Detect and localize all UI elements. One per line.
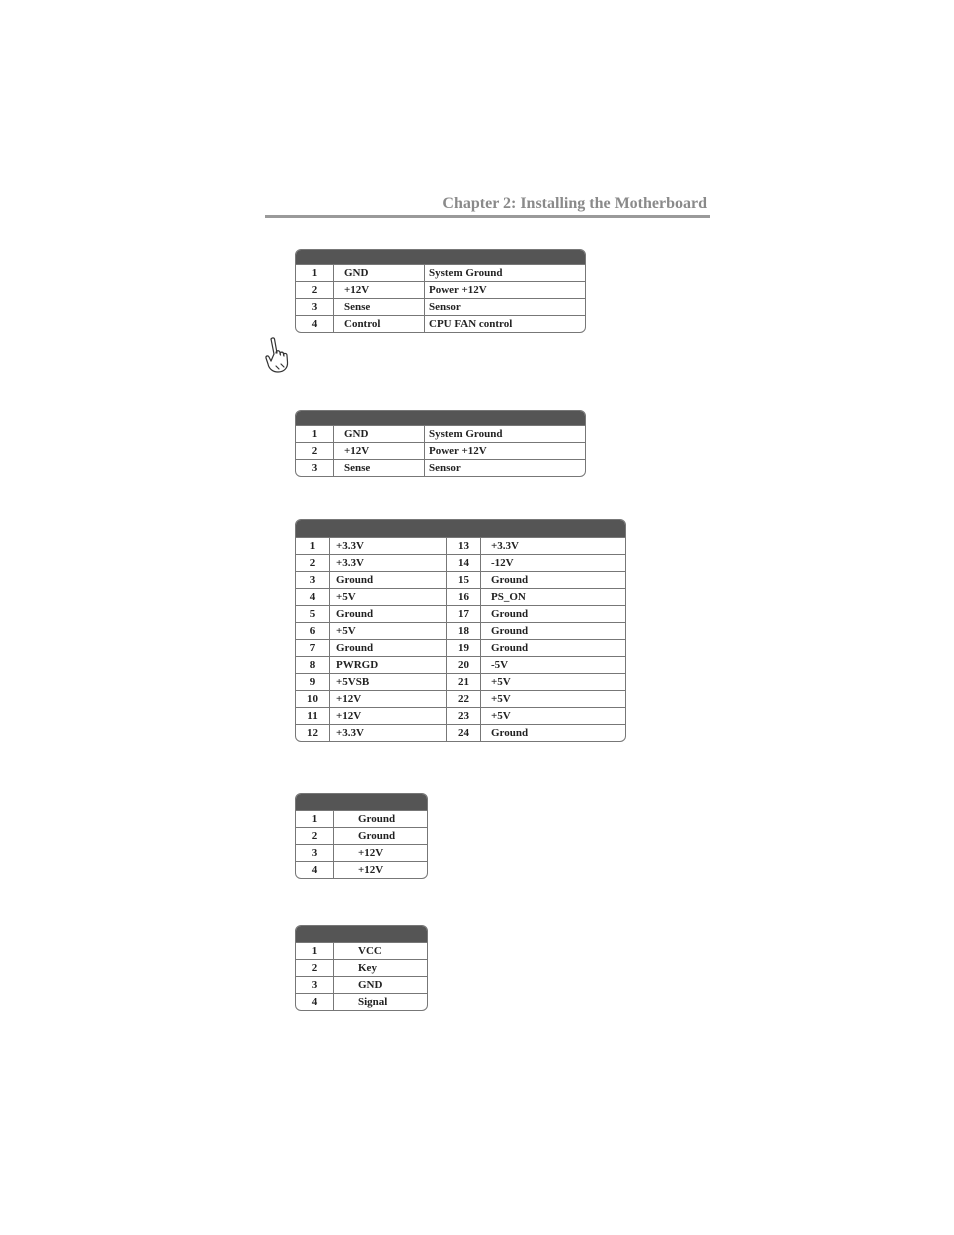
pin-number: 20 bbox=[447, 657, 481, 673]
pin-number: 4 bbox=[296, 862, 334, 878]
pin-signal: Signal bbox=[358, 996, 388, 1008]
pin-number: 6 bbox=[296, 623, 330, 639]
table-header-bar bbox=[296, 520, 625, 537]
pin-description: System Ground bbox=[429, 267, 503, 279]
table-header-bar bbox=[296, 250, 585, 264]
pin-signal: Control bbox=[334, 316, 425, 332]
pin-signal: Ground bbox=[491, 574, 529, 586]
pin-signal: +12V bbox=[334, 282, 425, 298]
pin-number: 11 bbox=[296, 708, 330, 724]
table-row bbox=[296, 959, 427, 976]
table-row bbox=[296, 673, 625, 690]
pin-number: 15 bbox=[447, 572, 481, 588]
table-row bbox=[296, 993, 427, 1010]
pin-signal: -12V bbox=[491, 557, 514, 569]
pin-number: 17 bbox=[447, 606, 481, 622]
pin-number: 22 bbox=[447, 691, 481, 707]
pin-number: 2 bbox=[296, 555, 330, 571]
pin-signal: GND bbox=[334, 426, 425, 442]
table-row bbox=[296, 264, 585, 281]
table-row bbox=[296, 554, 625, 571]
pin-number: 3 bbox=[296, 845, 334, 861]
cpu-fan-pin-table bbox=[295, 249, 586, 333]
pin-number: 3 bbox=[296, 572, 330, 588]
pin-number: 3 bbox=[296, 460, 334, 476]
table-row bbox=[296, 315, 585, 332]
pin-signal: Sense bbox=[334, 460, 425, 476]
pin-number: 5 bbox=[296, 606, 330, 622]
pin-signal: Ground bbox=[491, 625, 529, 637]
pin-signal: Sense bbox=[334, 299, 425, 315]
pin-signal: +3.3V bbox=[330, 555, 447, 571]
table-row bbox=[296, 690, 625, 707]
table-row bbox=[296, 622, 625, 639]
pin-signal: Ground bbox=[491, 608, 529, 620]
pin-signal: GND bbox=[358, 979, 383, 991]
pin-signal: +5V bbox=[491, 693, 511, 705]
pin-number: 14 bbox=[447, 555, 481, 571]
sys-fan-pin-table bbox=[295, 410, 586, 477]
table-row bbox=[296, 656, 625, 673]
pin-signal: +3.3V bbox=[330, 538, 447, 554]
pin-signal: VCC bbox=[358, 945, 382, 957]
table-row bbox=[296, 724, 625, 741]
pin-description: Power +12V bbox=[429, 284, 487, 296]
pin-description: System Ground bbox=[429, 428, 503, 440]
table-row bbox=[296, 588, 625, 605]
table-row bbox=[296, 605, 625, 622]
pin-number: 1 bbox=[296, 943, 334, 959]
table-header-bar bbox=[296, 794, 427, 810]
pin-number: 2 bbox=[296, 960, 334, 976]
pin-number: 1 bbox=[296, 265, 334, 281]
pin-signal: Ground bbox=[358, 830, 396, 842]
pin-number: 2 bbox=[296, 443, 334, 459]
pin-number: 7 bbox=[296, 640, 330, 656]
pin-signal: -5V bbox=[491, 659, 509, 671]
table-row bbox=[296, 844, 427, 861]
pin-signal: Key bbox=[358, 962, 377, 974]
pin-signal: +12V bbox=[330, 691, 447, 707]
table-row bbox=[296, 707, 625, 724]
pin-signal: +5V bbox=[491, 676, 511, 688]
pin-number: 4 bbox=[296, 994, 334, 1010]
pin-signal: PWRGD bbox=[330, 657, 447, 673]
pin-description: Sensor bbox=[429, 462, 461, 474]
pin-number: 4 bbox=[296, 589, 330, 605]
table-row bbox=[296, 459, 585, 476]
pin-signal: Ground bbox=[330, 640, 447, 656]
atx12v-pin-table bbox=[295, 793, 428, 879]
table-row bbox=[296, 942, 427, 959]
pin-signal: PS_ON bbox=[491, 591, 526, 603]
table-header-bar bbox=[296, 926, 427, 942]
pin-number: 19 bbox=[447, 640, 481, 656]
pin-signal: +5V bbox=[330, 623, 447, 639]
table-header-bar bbox=[296, 411, 585, 425]
pin-number: 8 bbox=[296, 657, 330, 673]
pin-number: 2 bbox=[296, 828, 334, 844]
pin-number: 3 bbox=[296, 299, 334, 315]
pointing-hand-icon bbox=[262, 336, 294, 376]
pin-signal: +5V bbox=[330, 589, 447, 605]
pin-signal: Ground bbox=[491, 642, 529, 654]
floppy-power-pin-table bbox=[295, 925, 428, 1011]
pin-number: 13 bbox=[447, 538, 481, 554]
pin-signal: Ground bbox=[330, 572, 447, 588]
pin-number: 16 bbox=[447, 589, 481, 605]
pin-number: 1 bbox=[296, 811, 334, 827]
table-row bbox=[296, 976, 427, 993]
pin-signal: +12V bbox=[358, 864, 384, 876]
pin-description: Sensor bbox=[429, 301, 461, 313]
table-row bbox=[296, 425, 585, 442]
chapter-rule bbox=[265, 215, 710, 218]
pin-number: 21 bbox=[447, 674, 481, 690]
atx-power-pin-table bbox=[295, 519, 626, 742]
table-row bbox=[296, 861, 427, 878]
pin-signal: GND bbox=[334, 265, 425, 281]
pin-signal: +12V bbox=[330, 708, 447, 724]
pin-number: 12 bbox=[296, 725, 330, 741]
pin-signal: +12V bbox=[358, 847, 384, 859]
pin-signal: Ground bbox=[330, 606, 447, 622]
table-row bbox=[296, 281, 585, 298]
pin-number: 9 bbox=[296, 674, 330, 690]
pin-signal: +5V bbox=[491, 710, 511, 722]
pin-number: 4 bbox=[296, 316, 334, 332]
pin-description: CPU FAN control bbox=[429, 318, 513, 330]
pin-number: 3 bbox=[296, 977, 334, 993]
pin-signal: +5VSB bbox=[330, 674, 447, 690]
pin-signal: Ground bbox=[358, 813, 396, 825]
table-row bbox=[296, 827, 427, 844]
table-row bbox=[296, 639, 625, 656]
pin-signal: Ground bbox=[491, 727, 529, 739]
pin-signal: +3.3V bbox=[330, 725, 447, 741]
pin-number: 1 bbox=[296, 426, 334, 442]
table-row bbox=[296, 442, 585, 459]
pin-signal: +12V bbox=[334, 443, 425, 459]
pin-number: 2 bbox=[296, 282, 334, 298]
table-row bbox=[296, 537, 625, 554]
table-row bbox=[296, 810, 427, 827]
pin-number: 23 bbox=[447, 708, 481, 724]
pin-number: 24 bbox=[447, 725, 481, 741]
pin-number: 1 bbox=[296, 538, 330, 554]
pin-number: 18 bbox=[447, 623, 481, 639]
table-row bbox=[296, 571, 625, 588]
chapter-title: Chapter 2: Installing the Motherboard bbox=[442, 195, 707, 212]
pin-signal: +3.3V bbox=[491, 540, 519, 552]
pin-description: Power +12V bbox=[429, 445, 487, 457]
table-row bbox=[296, 298, 585, 315]
pin-number: 10 bbox=[296, 691, 330, 707]
